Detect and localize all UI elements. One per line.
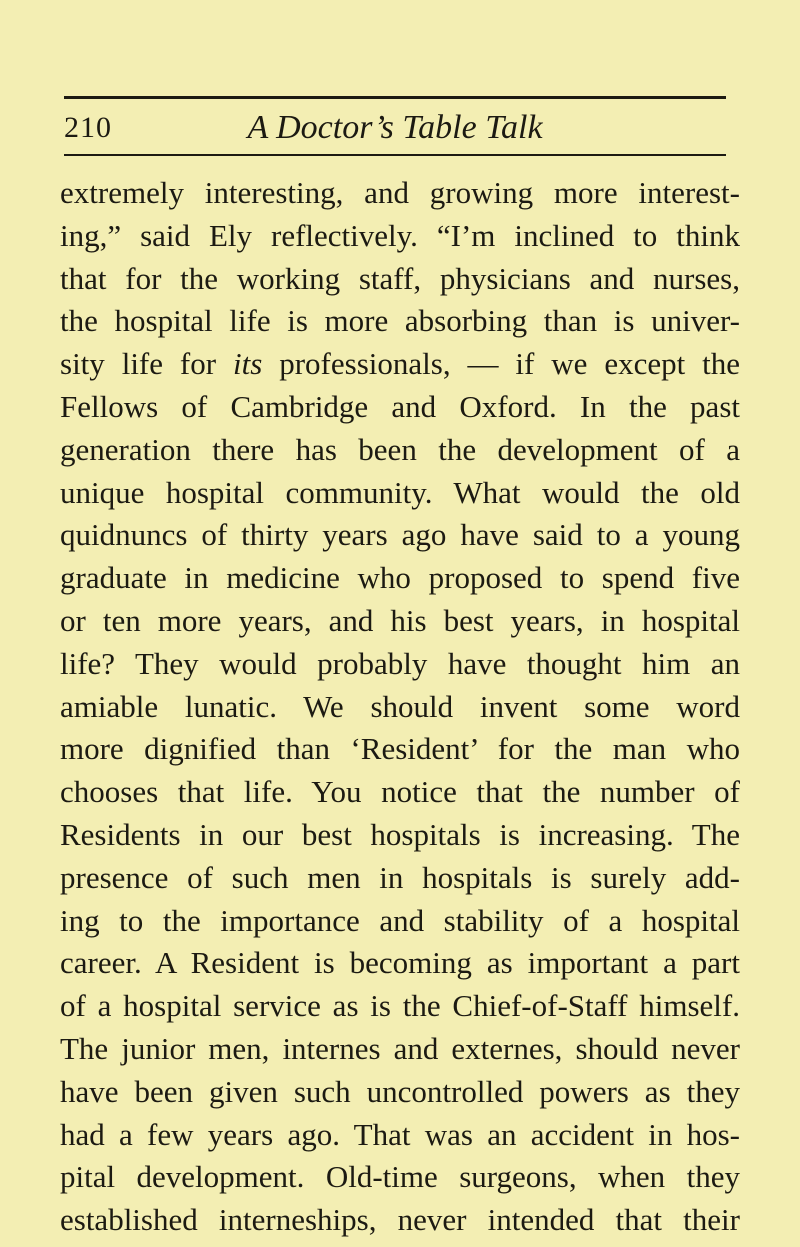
- text-line: or ten more years, and his best years, in hospital: [60, 602, 740, 638]
- text-line: presence of such men in hospitals is surely add-: [60, 859, 740, 895]
- text-line-start: sity life for: [60, 346, 217, 382]
- text-line-end: professionals, — if we except the: [279, 346, 741, 382]
- header-top-rule: [64, 96, 726, 99]
- text-line: generation there has been the development of a: [60, 431, 740, 467]
- text-line: graduate in medicine who proposed to spend five: [60, 560, 740, 596]
- text-line: unique hospital community. What would the old: [60, 474, 740, 510]
- text-line: life? They would probably have thought him an: [60, 645, 740, 681]
- text-line: of a hospital service as is the Chief-of-Staff himself.: [60, 988, 740, 1024]
- text-line: extremely interesting, and growing more interest-: [60, 175, 740, 210]
- italic-word: its: [233, 346, 263, 382]
- text-line: ing,” said Ely reflectively. “I’m inclined to think: [60, 217, 740, 253]
- text-line: quidnuncs of thirty years ago have said to a young: [60, 517, 740, 553]
- text-line: pital development. Old-time surgeons, when they: [60, 1159, 740, 1195]
- text-line: that for the working staff, physicians and nurses,: [60, 260, 740, 296]
- page-number: 210: [64, 111, 112, 144]
- text-line: [60, 343, 740, 386]
- body-text: [60, 172, 740, 1242]
- text-line: Fellows of Cambridge and Oxford. In the past: [60, 388, 740, 424]
- text-line: the hospital life is more absorbing than is univer-: [60, 303, 740, 339]
- text-line: established interneships, never intended that their: [60, 1202, 740, 1238]
- text-line: more dignified than ‘Resident’ for the man who: [60, 731, 740, 767]
- text-line: chooses that life. You notice that the number of: [60, 774, 740, 810]
- text-line: career. A Resident is becoming as important a part: [60, 945, 740, 981]
- text-line: have been given such uncontrolled powers as they: [60, 1073, 740, 1109]
- running-header: [64, 107, 726, 151]
- text-line: The junior men, internes and externes, should never: [60, 1030, 740, 1066]
- running-title: A Doctor’s Table Talk: [247, 109, 543, 146]
- text-line: ing to the importance and stability of a hospital: [60, 902, 740, 938]
- text-line: Residents in our best hospitals is increasing. The: [60, 816, 740, 852]
- text-line: amiable lunatic. We should invent some word: [60, 688, 740, 724]
- text-line: had a few years ago. That was an accident in hos-: [60, 1116, 740, 1152]
- header-bottom-rule: [64, 154, 726, 156]
